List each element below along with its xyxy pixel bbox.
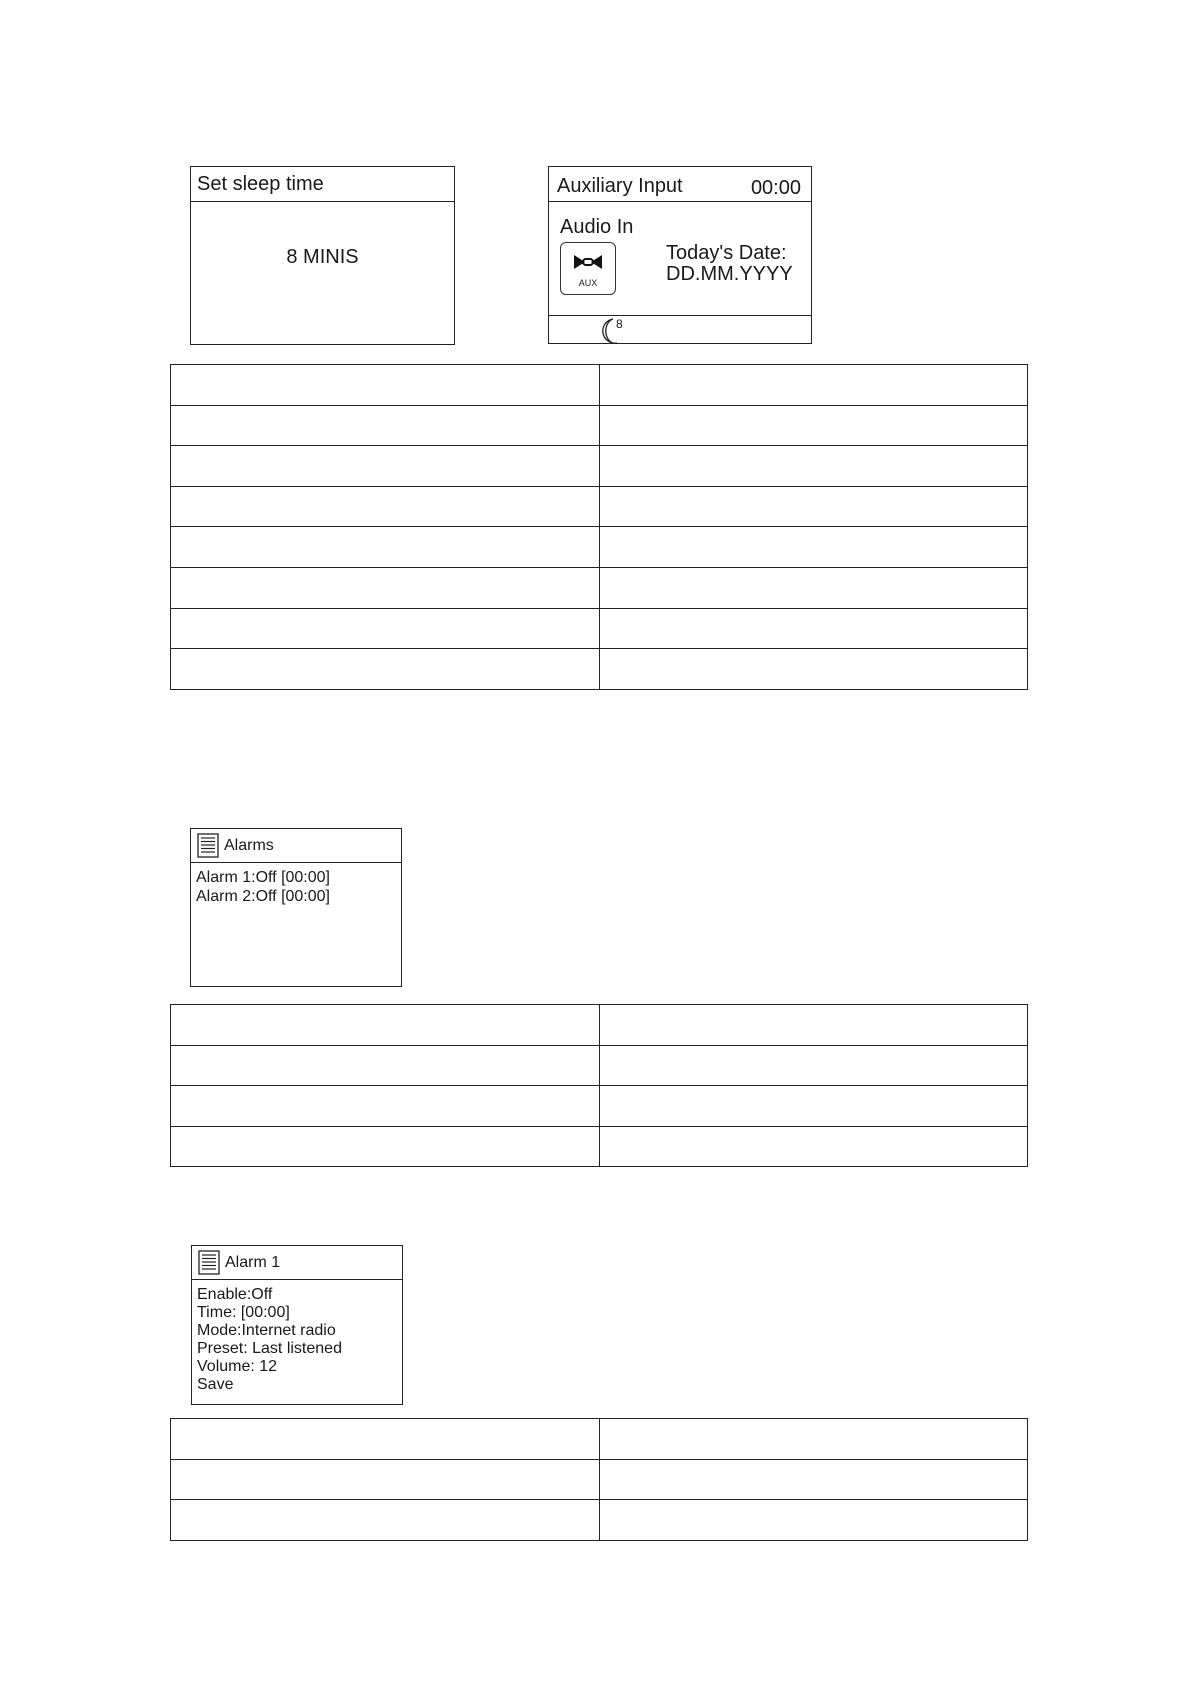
table-cell [599, 1500, 1028, 1541]
todays-date-value: DD.MM.YYYY [666, 263, 793, 285]
table-cell [599, 365, 1028, 406]
table-row [171, 608, 1028, 649]
aux-input-icon [560, 242, 616, 295]
table-cell [171, 486, 600, 527]
sleep-screen-header [191, 167, 454, 202]
alarm-1-screen-title: Alarm 1 [225, 1254, 281, 1271]
alarm-time-item[interactable]: Time: [00:00] [197, 1304, 290, 1321]
table-row [171, 446, 1028, 487]
menu-list-icon [198, 1250, 220, 1275]
sleep-settings-table [170, 364, 1028, 690]
table-row [171, 486, 1028, 527]
table-row [171, 1459, 1028, 1500]
table-row [171, 527, 1028, 568]
table-cell [171, 1459, 600, 1500]
aux-icon-label: AUX [578, 278, 598, 288]
alarm-mode-item[interactable]: Mode:Internet radio [197, 1322, 336, 1339]
clock-time: 00:00 [750, 177, 801, 199]
table-row [171, 1005, 1028, 1046]
table-cell [171, 608, 600, 649]
audio-in-label: Audio In [560, 216, 634, 238]
table-cell [599, 446, 1028, 487]
auxiliary-input-screen [548, 166, 812, 344]
aux-screen-status-bar [549, 315, 811, 346]
todays-date-label: Today's Date: [666, 242, 787, 264]
sleep-timer-indicator: 8 [616, 317, 623, 331]
table-cell [171, 1045, 600, 1086]
table-cell [599, 608, 1028, 649]
alarm-volume-item[interactable]: Volume: 12 [197, 1358, 278, 1375]
table-cell [171, 405, 600, 446]
alarm-preset-item[interactable]: Preset: Last listened [197, 1340, 342, 1357]
table-row [171, 405, 1028, 446]
table-cell [171, 567, 600, 608]
sleep-screen-title: Set sleep time [197, 173, 324, 195]
alarm-save-item[interactable]: Save [197, 1376, 234, 1393]
table-row [171, 365, 1028, 406]
aux-screen-title: Auxiliary Input [557, 175, 683, 197]
table-cell [599, 1086, 1028, 1127]
alarms-screen-title: Alarms [224, 837, 274, 854]
table-cell [599, 527, 1028, 568]
table-cell [171, 527, 600, 568]
table-row [171, 1126, 1028, 1167]
table-cell [171, 446, 600, 487]
alarm-1-screen-header [192, 1246, 402, 1280]
alarm-1-table [170, 1418, 1028, 1541]
alarm-1-screen [191, 1245, 403, 1405]
table-cell [599, 1419, 1028, 1460]
table-cell [599, 1459, 1028, 1500]
table-row [171, 1419, 1028, 1460]
table-row [171, 1086, 1028, 1127]
table-cell [599, 405, 1028, 446]
table-cell [599, 567, 1028, 608]
table-row [171, 1045, 1028, 1086]
table-row [171, 649, 1028, 690]
table-row [171, 567, 1028, 608]
alarms-screen [190, 828, 402, 987]
table-cell [599, 1126, 1028, 1167]
menu-list-icon [197, 833, 219, 858]
table-cell [599, 486, 1028, 527]
table-cell [171, 1500, 600, 1541]
alarms-table [170, 1004, 1028, 1167]
table-cell [171, 649, 600, 690]
aux-screen-header [549, 167, 811, 202]
table-row [171, 1500, 1028, 1541]
table-cell [599, 649, 1028, 690]
sleep-time-screen [190, 166, 455, 345]
table-cell [171, 1005, 600, 1046]
table-cell [171, 1086, 600, 1127]
alarms-screen-header [191, 829, 401, 863]
table-cell [171, 1126, 600, 1167]
alarm-enable-item[interactable]: Enable:Off [197, 1286, 273, 1303]
alarm-list-item[interactable]: Alarm 2:Off [00:00] [196, 888, 330, 905]
table-cell [171, 365, 600, 406]
table-cell [599, 1005, 1028, 1046]
table-cell [171, 1419, 600, 1460]
sleep-time-value: 8 MINIS [286, 246, 359, 268]
alarm-list-item[interactable]: Alarm 1:Off [00:00] [196, 869, 330, 886]
table-cell [599, 1045, 1028, 1086]
